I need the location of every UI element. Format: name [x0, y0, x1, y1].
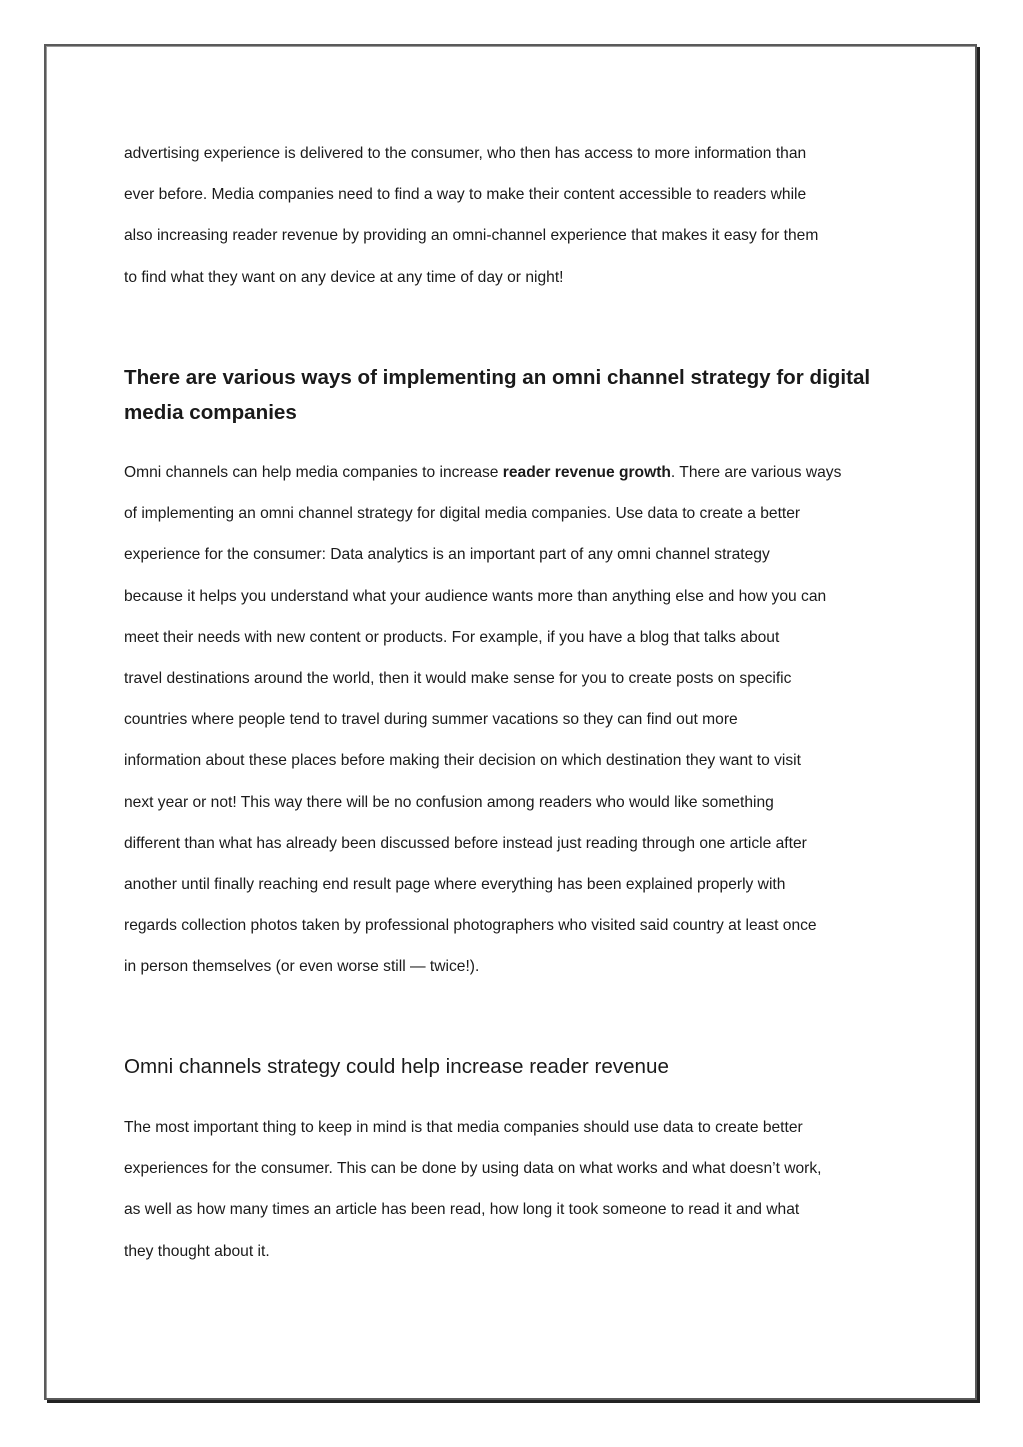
text-line: meet their needs with new content or products. For example, if you have a blog that talks about [124, 628, 780, 646]
text-line: next year or not! This way there will be no confusion among readers who would like something [124, 793, 774, 811]
text-line: travel destinations around the world, then it would make sense for you to create posts on specific [124, 670, 792, 688]
bold-keyword: reader revenue growth [502, 464, 671, 481]
text-line: also increasing reader revenue by providing an omni-channel experience that makes it easy for them [124, 227, 819, 245]
text-line [124, 452, 841, 493]
text-line: because it helps you understand what your audience wants more than anything else and how you can [124, 587, 827, 605]
text-line: ever before. Media companies need to find a way to make their content accessible to readers while [124, 186, 807, 204]
text-line: as well as how many times an article has been read, how long it took someone to read it and what [124, 1201, 800, 1219]
text-line: experiences for the consumer. This can be done by using data on what works and what doesn’t work, [124, 1160, 822, 1178]
section-heading-reader-revenue: Omni channels strategy could help increase reader revenue [124, 1055, 669, 1078]
text-line: The most important thing to keep in mind is that media companies should use data to create better [124, 1119, 803, 1136]
heading-line: There are various ways of implementing an omni channel strategy for digital [124, 366, 871, 389]
text-run: Omni channels can help media companies to increase [124, 464, 503, 481]
heading-line: media companies [124, 401, 297, 424]
text-line: different than what has already been discussed before instead just reading through one article after [124, 834, 807, 852]
implementation-paragraph [124, 452, 841, 988]
text-line: of implementing an omni channel strategy for digital media companies. Use data to create a better [124, 505, 801, 523]
text-run: . There are various ways [670, 464, 842, 481]
text-line: to find what they want on any device at any time of day or night! [124, 268, 564, 286]
text-line: regards collection photos taken by professional photographers who visited said country at least once [124, 917, 817, 935]
text-line: in person themselves (or even worse still — twice!). [124, 958, 480, 976]
text-line: countries where people tend to travel during summer vacations so they can find out more [124, 711, 738, 729]
intro-paragraph [124, 133, 818, 298]
text-line: advertising experience is delivered to the consumer, who then has access to more information than [124, 145, 807, 162]
text-line: information about these places before making their decision on which destination they want to visit [124, 752, 801, 770]
section-heading-implementation [124, 360, 870, 430]
text-line: another until finally reaching end result page where everything has been explained properly with [124, 876, 786, 894]
text-line: they thought about it. [124, 1242, 270, 1260]
reader-revenue-paragraph [124, 1107, 822, 1272]
text-line: experience for the consumer: Data analytics is an important part of any omni channel strategy [124, 546, 770, 564]
